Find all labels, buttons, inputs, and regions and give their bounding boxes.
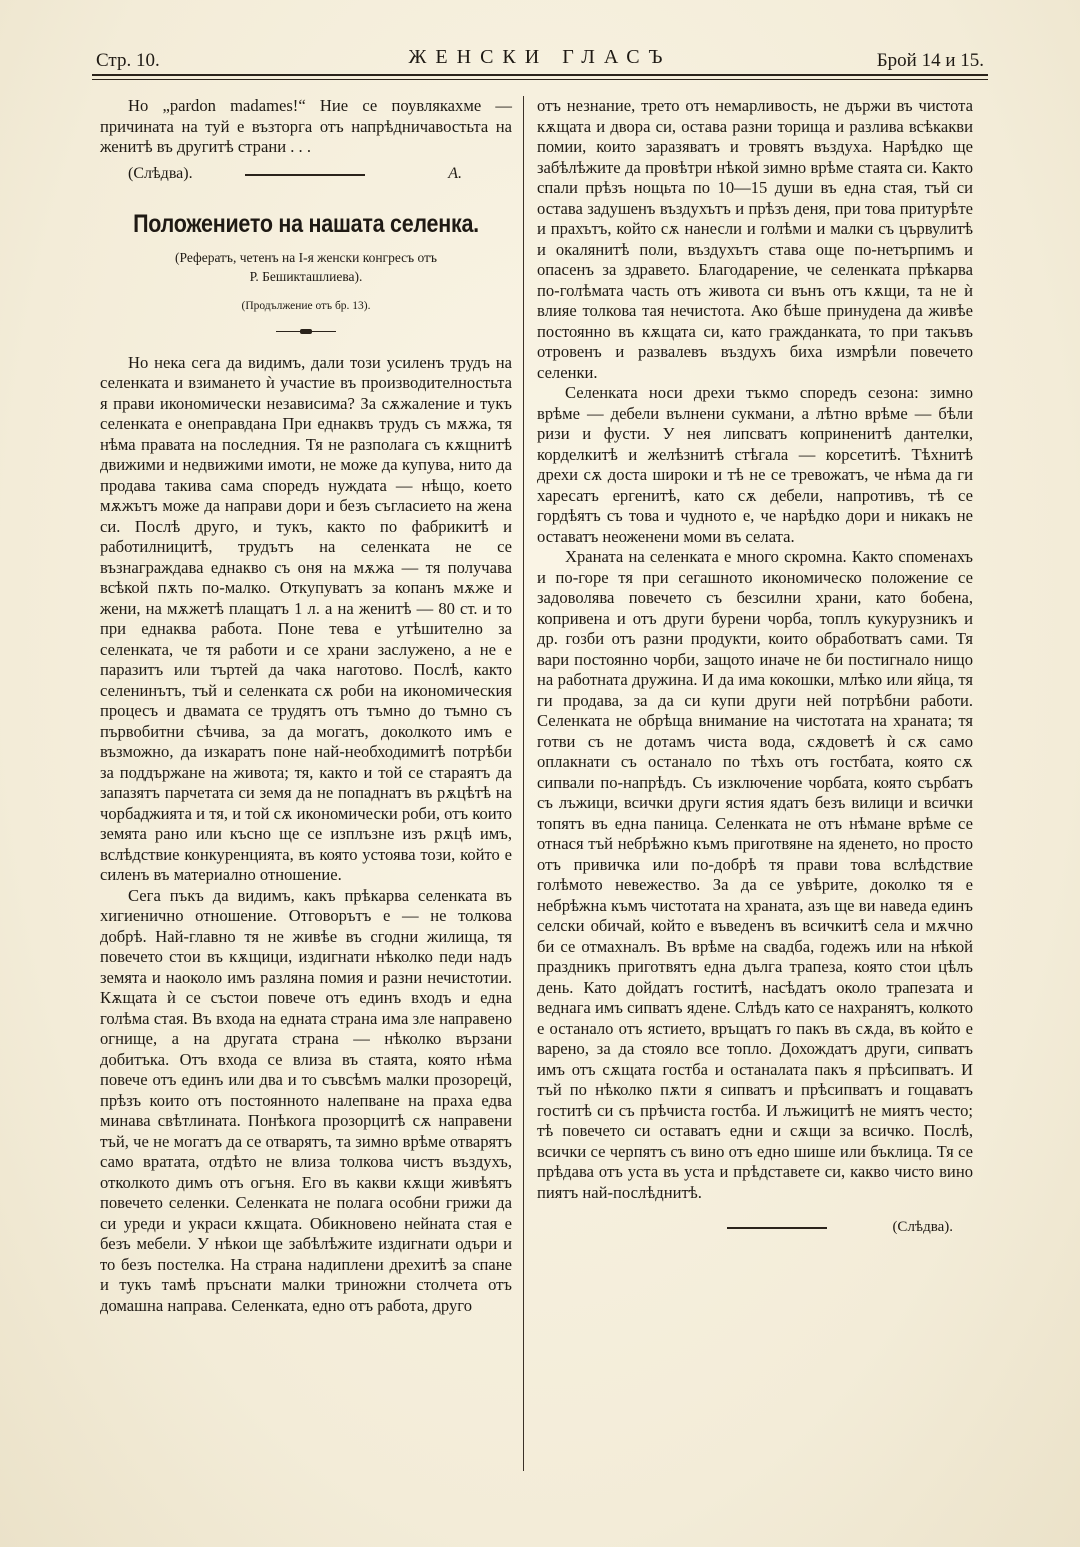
end-rule	[727, 1227, 827, 1229]
article-subtitle	[100, 248, 512, 286]
header-rule-thin	[92, 79, 988, 80]
author-signature: А.	[448, 164, 462, 182]
article-paragraph: Селенката носи дрехи тъкмо споредъ сезона: зимно врѣме — дебели вълнени сукмани, а лѣтно врѣме — бѣли ризи и фусти. У нея липсватъ коприненитѣ дантелки, корделкитѣ и желѣзнитѣ стѣгала — корсетитѣ. Тѣхнитѣ дрехи сѫ доста широки и тѣ не се тревожатъ, че нѣма да ги харесатъ ергенитѣ, като сѫ дебели, напротивъ, тѣ се гордѣятъ съ това и чудното е, че нарѣдко дори и никакъ не оставатъ неоженени моми въ селата.	[537, 383, 973, 546]
article-footer	[537, 1213, 973, 1243]
right-column	[537, 96, 973, 1243]
previous-article-footer	[100, 162, 512, 186]
left-column	[100, 96, 512, 1316]
page-number: Стр. 10.	[96, 50, 160, 71]
previous-article-closing: Но „pardon madames!“ Ние се поувлякахме — причината на туй е възторга отъ напрѣдничавостьта на женитѣ въ другитѣ страни . . .	[100, 96, 512, 156]
continued-label: (Слѣдва).	[128, 164, 193, 182]
article-title: Положението на нашата селенка.	[133, 209, 479, 238]
to-be-continued-label: (Слѣдва).	[892, 1219, 953, 1235]
issue-number: Брой 14 и 15.	[876, 50, 984, 71]
ornament-divider	[276, 329, 336, 335]
article-paragraph: Храната на селенката е много скромна. Както споменахъ и по-горе тя при сегашното икономическо положение се задоволява повечето съ безсилни храни, като бобена, копривена и отъ други бурени чорба, топлъ кукурузникъ и др. гозби отъ разни продукти, които обработватъ сами. Тя вари постоянно чорби, защото иначе не би постигнало нищо на работната дружина. И да има кокошки, млѣко или яйца, тя ги продава, за да си купи други ней потрѣбни работи. Селенката не обрѣща внимание на чистотата на храната; тя готви съ не дотамъ чиста вода, сѫдоветѣ ѝ сѫ само оплакнати съ останало по тѣхъ отъ гостбата, която сѫ сипвали по-напрѣдъ. Съ изключение чорбата, която сърбатъ съ лъжици, всички други ястия ядатъ безъ вилици и всички топятъ въ една паница. Селенката не отъ нѣмане врѣме се отнася тъй небрѣжно къмъ приготвяне на яденето, но просто отъ привичка или по-добрѣ тя прави това вслѣдствие голѣмото невежество. За да се увѣрите, доколко тя е небрѣжна къмъ чистотата на храната, азъ ще ви наведа единъ селски обичай, който е въведенъ въ всичкитѣ села и мѫчно би се отмахналъ. Въ врѣме на свадба, годежъ или на нѣкой праздникъ приготвятъ една дълга трапеза, която стои цѣлъ день. Като дойдатъ гоститѣ, насѣдатъ около трапезата и веднага имъ сипватъ ядене. Слѣдъ като се нахранятъ, колкото е останало отъ ястието, връщатъ го пакъ въ сѫда, въ който е варено, за да стояло все топло. Дохождатъ други, сипватъ имъ отъ сѫщата гостба и останалата пакъ я прѣсипватъ. И тъй по нѣколко пѫти я сипватъ и прѣсипватъ и гощаватъ гоститѣ си съ прѣчиста гостба. И лъжицитѣ не миятъ често; тѣ повечето си оставатъ едни и сѫщи за всичко. Послѣ, всички се черпятъ съ вино отъ едно шише или бъклица. Тя се прѣдава отъ уста въ уста и прѣдставете си, какво чисто вино пиятъ най-послѣднитѣ.	[537, 547, 973, 1202]
section-rule	[245, 174, 365, 176]
column-separator	[523, 96, 524, 1471]
page-header	[96, 44, 984, 74]
subtitle-line: Р. Бешикташлиева).	[249, 269, 363, 284]
article-paragraph: Но нека сега да видимъ, дали този усиленъ трудъ на селенката и взимането ѝ участие въ производителностьта я прави икономически независима? За сѫжаление и тукъ селенката е онеправдана При еднаквъ трудъ съ мѫжа, тя нѣма правата на последния. Тя не разполага съ кѫщнитѣ движими и недвижими имоти, не може да купува, нито да продава такива сама споредъ нуждата — нѣщо, което мѫжътъ може да направи дори и безъ съгласието на жена си. Послѣ друго, и тукъ, както по фабрикитѣ и работилницитѣ, трудътъ на селенката не се възнаграждава еднакво съ оня на мѫжа — тя получава всѣкой пѫть по-малко. Откупуватъ за копанъ мѫже и жени, на мѫжетѣ плащатъ 1 л. а на женитѣ — 80 ст. и то при еднаква работа. Поне тева е утѣшително за селенката, че тя работи и се храни заслужено, а не е паразитъ или търтей да чака наготово. Послѣ, както селенинътъ, тъй и селенката сѫ роби на икономическия процесъ и двамата се трудятъ отъ тъмно до тъмно съ първобитни сѣчива, за да могатъ, доколкото имъ е възможно, да изкаратъ поне най-необходимитѣ потрѣби за поддържане на живота; тя, както и той се стараятъ да запазятъ парчетата си земя да не попаднатъ въ рѫцѣтѣ на чорбаджията и тя, и той сѫ икономически роби, отъ които земята рано или късно ще се изплъзне изъ рѫцѣ имъ, вслѣдствие конкуренцията, въ която устоява този, който е силенъ въ материално отношение.	[100, 352, 512, 884]
header-rule	[92, 74, 988, 76]
article-paragraph: Сега пъкъ да видимъ, какъ прѣкарва селенката въ хигиенично отношение. Отговорътъ е — не толкова добрѣ. Най-главно тя не живѣе въ сгодни жилища, тя повечето стои въ кѫщици, издигнати нѣколко педи надъ земята и наоколо имъ разляна помия и разни нечистотии. Кѫщата ѝ се състои повече отъ единъ входъ и една голѣма стая. Въ входа на едната страна има зле направено огнище, а на другата страна — нѣколко вързани добитъка. Отъ входа се влиза въ стаята, която нѣма повече отъ единъ или два и то съвсѣмъ малки прозорецй, прѣзъ които отъ постоянното налепване на праха едва минава свѣтлината. Понѣкога прозорцитѣ сѫ направени тъй, че не могатъ да се отварятъ, та зимно врѣме отварятъ само вратата, отдѣто не влиза толкова чистъ въздухъ, отколкото димъ отъ огъня. Его въ какви кѫщи живѣятъ повечето селенки. Селенката не полага особни грижи да си уреди и украси кѫщата. Обикновено нейната стая е безъ мебели. У нѣкои ще забѣлѣжите издигнати одъри и то безъ постелка. На страна надиплени дрехитѣ за спане и тукъ тамѣ пръснати малки триножни столчета отъ домашна направа. Селенката, едно отъ работа, друго	[100, 885, 512, 1315]
masthead-title: ЖЕНСКИ ГЛАСЪ	[408, 46, 672, 68]
continuation-note: (Продължение отъ бр. 13).	[241, 300, 371, 312]
article-paragraph: отъ незнание, трето отъ немарливость, не държи въ чистота кѫщата и двора си, остава разни торища и разлива всѣкакви помии, които заразяватъ и тровятъ въздуха. Нарѣдко ще забѣлѣжите да провѣтри нѣкой зимно врѣме стаята си. Както спали прѣзъ нощьта по 10—15 души въ една стая, тъй си остава задушенъ въздухътъ и прѣзъ деня, при това притурѣте и прахътъ, който сѫ нанесли и голѣми и малки съ цървулитѣ и окалянитѣ поли, въздухътъ става още по-нетърпимъ и опасенъ за здравето. Благодарение, че селенката прѣкарва по-голѣмата часть отъ живота си вънъ отъ кѫщи, та не ѝ влияе толкова тая нечистота. Ако бѣше принудена да живѣе постоянно въ кѫщата си, като гражданката, то при такъвъ отровенъ и развалевъ въздухъ биха измрѣли повечето селенки.	[537, 96, 973, 382]
subtitle-line: (Рефератъ, четенъ на I-я женски конгресъ отъ	[175, 250, 437, 265]
